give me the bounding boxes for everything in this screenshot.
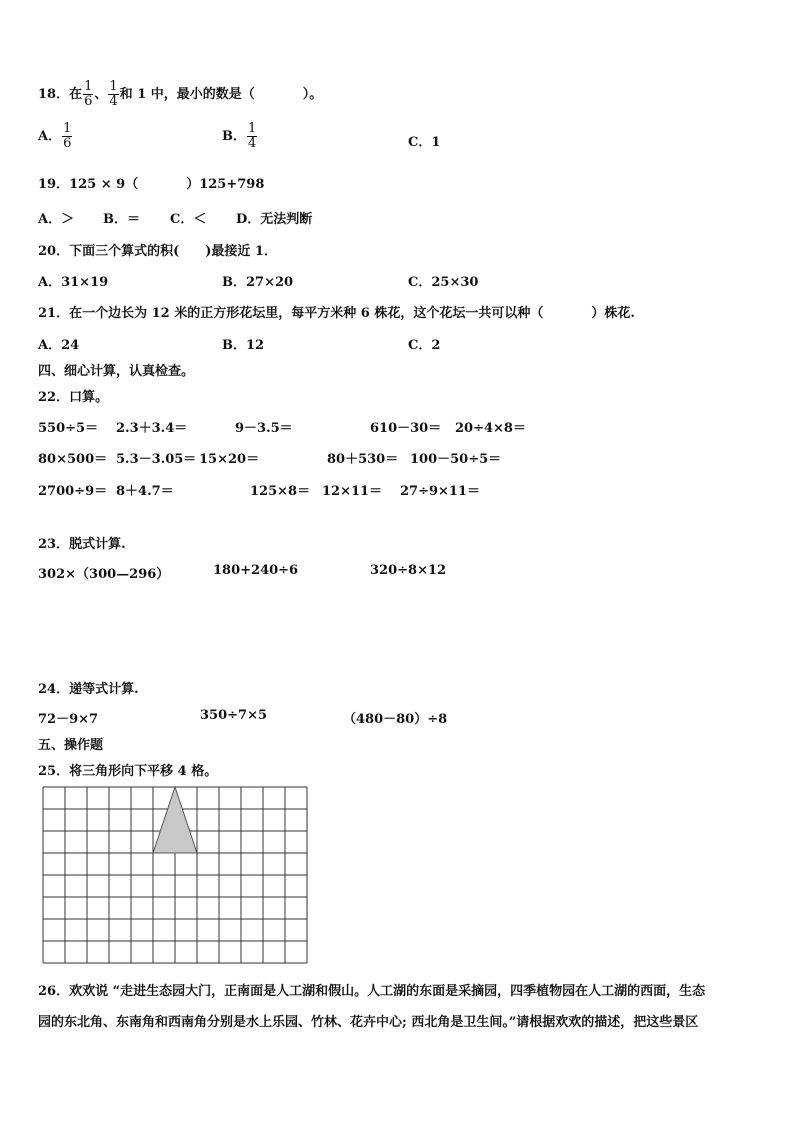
q22-item-r1-c5: 20÷4×8＝ <box>455 421 526 436</box>
q19-option-b: B．＝ <box>103 212 140 227</box>
q21-option-c: C．2 <box>408 338 441 353</box>
q25-triangle <box>153 787 197 853</box>
q18-option-a-fraction: $\frac{1}{6}$ <box>63 121 72 151</box>
q25-grid <box>42 786 308 970</box>
question-20: 20．下面三个算式的积( )最接近 1． <box>38 244 277 259</box>
q19-option-d: D．无法判断 <box>236 212 313 227</box>
question-19 <box>38 173 264 192</box>
q26-line-2: 园的东北角、东南角和西南角分别是水上乐园、竹林、花卉中心; 西北角是卫生间。”请根据欢欢的描述，把这些景区 <box>38 1015 699 1030</box>
q21-option-a: A．24 <box>38 338 80 353</box>
q22-item-r2-c4: 80＋530＝ <box>327 452 399 467</box>
q19-right: ）125+798 <box>186 177 265 192</box>
question-21 <box>38 302 635 321</box>
q18-mid-text: 和 1 中，最小的数是（ <box>119 87 255 102</box>
q22-item-r2-c1: 80×500＝ <box>38 452 108 467</box>
q24-item-3: （480－80）÷8 <box>343 712 448 727</box>
q23-item-2: 180+240÷6 <box>213 563 299 578</box>
section-4-heading: 四、细心计算，认真检查。 <box>38 364 195 379</box>
q22-title: 22．口算。 <box>38 390 109 405</box>
q18-separator: 、 <box>94 87 108 102</box>
q19-option-c: C．＜ <box>170 212 207 227</box>
q23-title: 23．脱式计算. <box>38 537 126 552</box>
q19-left: 19．125 × 9（ <box>38 177 139 192</box>
q18-option-c: C．1 <box>408 135 441 150</box>
q18-fraction-2: $\frac{1}{4}$ <box>109 79 118 109</box>
q21-left: 21．在一个边长为 12 米的正方形花坛里，每平方米种 6 株花，这个花坛一共可以种（ <box>38 306 544 321</box>
q25-title: 25．将三角形向下平移 4 格。 <box>38 764 218 779</box>
q22-item-r3-c3: 125×8＝ <box>250 484 311 499</box>
q18-prefix: 18．在 <box>38 87 83 102</box>
question-18 <box>38 80 322 109</box>
q22-item-r2-c3: 15×20＝ <box>199 452 260 467</box>
q18-option-b-fraction: $\frac{1}{4}$ <box>248 121 257 151</box>
q20-option-a: A．31×19 <box>38 275 109 290</box>
q22-item-r3-c5: 27÷9×11＝ <box>400 484 481 499</box>
q22-item-r2-c2: 5.3－3.05＝ <box>116 452 197 467</box>
q22-item-r1-c3: 9－3.5＝ <box>235 421 293 436</box>
q20-option-b: B．27×20 <box>222 275 294 290</box>
q18-option-b: B． $\frac{1}{4}$ <box>222 121 257 151</box>
q18-fraction-1: $\frac{1}{6}$ <box>84 79 93 109</box>
q24-item-1: 72－9×7 <box>38 712 99 727</box>
q22-item-r1-c4: 610－30＝ <box>370 421 442 436</box>
q18-end: ）。 <box>302 87 323 102</box>
q21-right: ）株花. <box>591 306 635 321</box>
q22-item-r3-c2: 8＋4.7＝ <box>116 484 174 499</box>
q22-item-r2-c5: 100－50÷5＝ <box>410 452 502 467</box>
q26-line-1: 26．欢欢说 “走进生态园大门，正南面是人工湖和假山。人工湖的东面是采摘园，四季植物园在人工湖的西面，生态 <box>38 984 706 999</box>
q22-item-r3-c4: 12×11＝ <box>322 484 383 499</box>
q24-item-2: 350÷7×5 <box>200 708 268 723</box>
q22-item-r1-c2: 2.3＋3.4＝ <box>116 421 188 436</box>
q22-item-r3-c1: 2700÷9＝ <box>38 484 108 499</box>
q20-option-c: C．25×30 <box>408 275 479 290</box>
q21-option-b: B．12 <box>222 338 265 353</box>
q23-item-1: 302×（300—296） <box>38 567 170 582</box>
q24-title: 24．递等式计算. <box>38 682 139 697</box>
q22-item-r1-c1: 550÷5＝ <box>38 421 99 436</box>
q23-item-3: 320÷8×12 <box>370 563 447 578</box>
q19-option-a: A．＞ <box>38 212 75 227</box>
q18-option-a: A． $\frac{1}{6}$ <box>38 121 72 151</box>
section-5-heading: 五、操作题 <box>38 738 104 753</box>
